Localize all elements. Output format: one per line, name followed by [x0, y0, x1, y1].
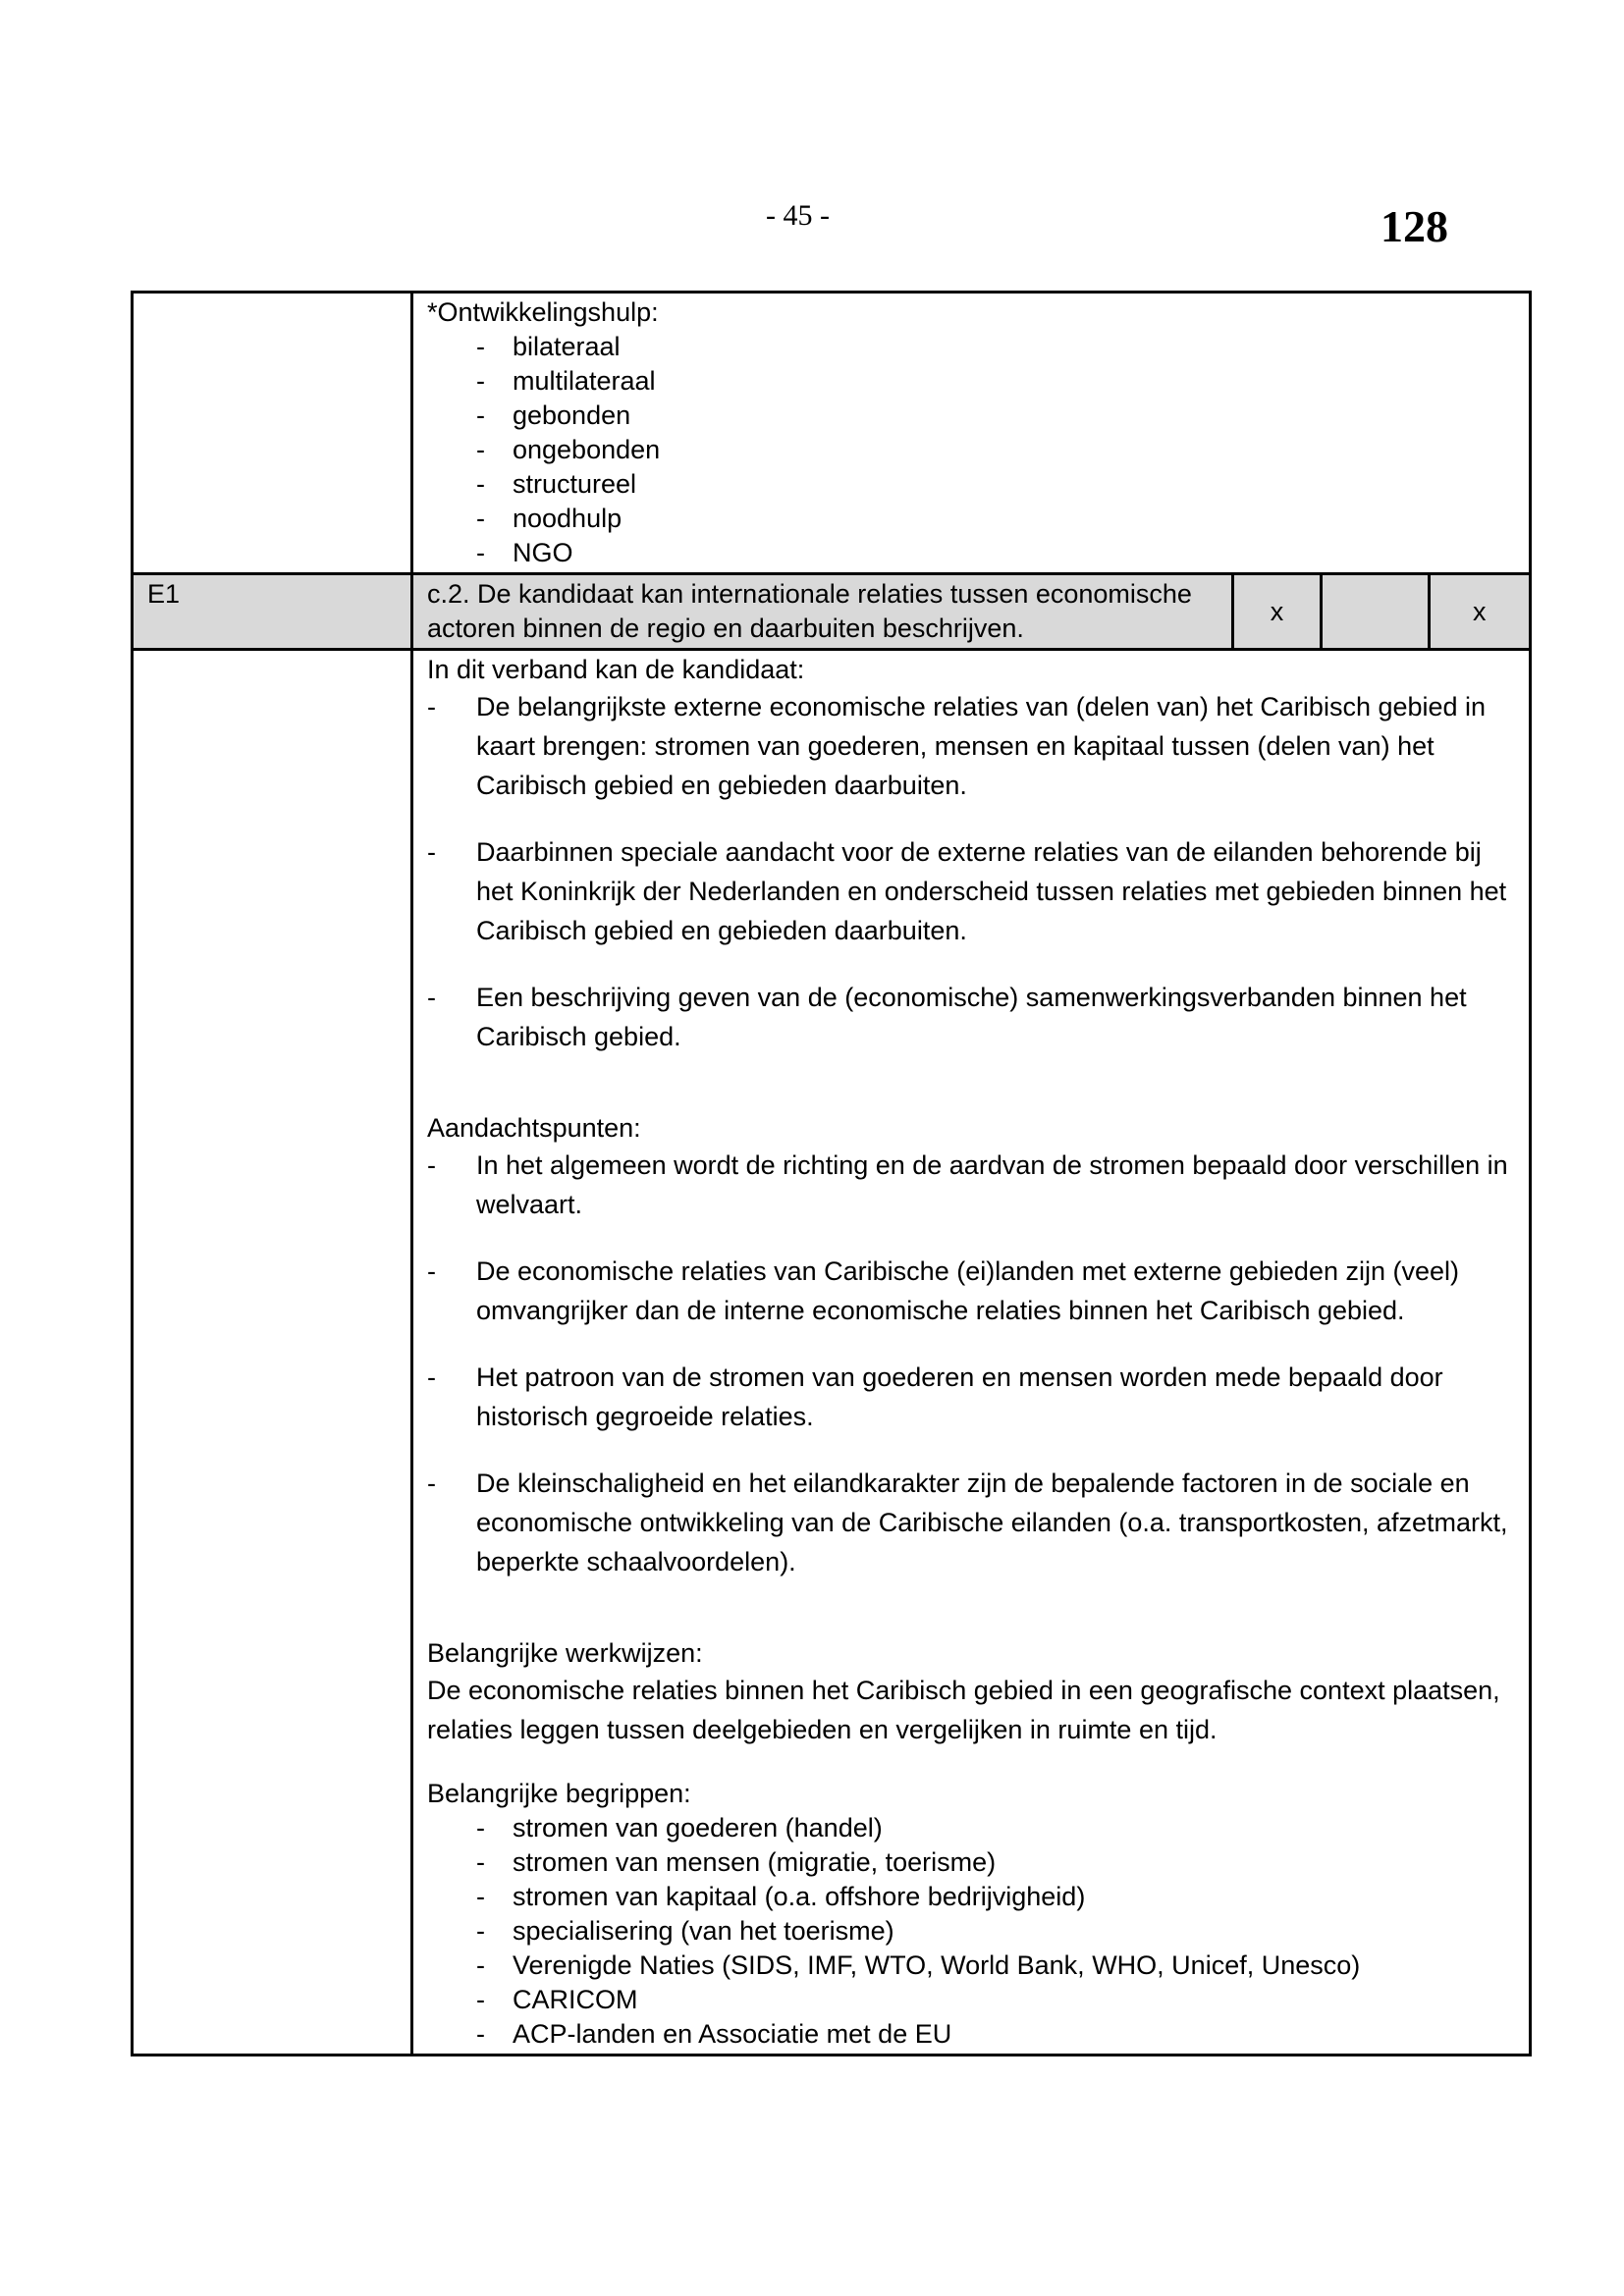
list-item: - Het patroon van de stromen van goederen en mensen worden mede bepaald door historisch gegroeide relaties.: [427, 1358, 1519, 1436]
attention-heading: Aandachtspunten:: [426, 1113, 641, 1143]
concepts-heading: Belangrijke begrippen:: [426, 1779, 691, 1808]
table-row-objective-e1: [133, 574, 1531, 650]
development-aid-heading: *Ontwikkelingshulp:: [426, 297, 659, 327]
list-item: - Daarbinnen speciale aandacht voor de externe relaties van de eilanden behorende bij het Koninkrijk der Nederlanden en onderscheid tussen relaties met gebieden binnen het Caribisch gebied en gebieden daarbuiten.: [427, 832, 1519, 950]
page-number: - 45 -: [766, 199, 830, 232]
list-item: - De economische relaties van Caribische (ei)landen met externe gebieden zijn (veel) omvangrijker dan de interne economische relaties binnen het Caribisch gebied.: [427, 1252, 1519, 1330]
details-cell: [411, 650, 1530, 2056]
list-item: - noodhulp: [476, 502, 1519, 536]
list-item: - stromen van kapitaal (o.a. offshore bedrijvigheid): [476, 1880, 1519, 1914]
objective-text: c.2. De kandidaat kan internationale relaties tussen economische actoren binnen de regio en daarbuiten beschrijven.: [426, 579, 1192, 643]
list-item: - bilateraal: [476, 330, 1519, 364]
list-item: - multilateraal: [476, 364, 1519, 399]
mark-cell-2: [1322, 574, 1429, 650]
mark-cell-1: x: [1232, 574, 1321, 650]
code-cell: [133, 650, 412, 2056]
mark-cell-3: x: [1429, 574, 1530, 650]
list-item: - stromen van mensen (migratie, toerisme): [476, 1845, 1519, 1880]
objective-code: E1: [147, 579, 181, 609]
list-item: - Verenigde Naties (SIDS, IMF, WTO, World Bank, WHO, Unicef, Unesco): [476, 1949, 1519, 1983]
list-item: - ACP-landen en Associatie met de EU: [476, 2017, 1519, 2052]
list-item: - structureel: [476, 467, 1519, 502]
list-item: - Een beschrijving geven van de (economische) samenwerkingsverbanden binnen het Caribisch gebied.: [427, 978, 1519, 1056]
table-row-details: [133, 650, 1531, 2056]
list-item: - gebonden: [476, 399, 1519, 433]
document-number: 128: [1380, 201, 1448, 251]
syllabus-table: [131, 291, 1532, 2056]
code-cell: [133, 574, 412, 650]
list-item: - NGO: [476, 536, 1519, 570]
list-item: - De belangrijkste externe economische relaties van (delen van) het Caribisch gebied in kaart brengen: stromen van goederen, mensen en kapitaal tussen (delen van) het Caribisch gebied en gebieden daarbuiten.: [427, 687, 1519, 805]
concepts-list: [427, 1811, 1519, 2052]
list-item: - ongebonden: [476, 433, 1519, 467]
list-item: - CARICOM: [476, 1983, 1519, 2017]
content-cell: [411, 293, 1530, 574]
objective-cell: [411, 574, 1232, 650]
abilities-list: [427, 687, 1519, 1056]
list-item: - De kleinschaligheid en het eilandkarakter zijn de bepalende factoren in de sociale en economische ontwikkeling van de Caribische eilanden (o.a. transportkosten, afzetmarkt, beperkte schaalvoordelen).: [427, 1464, 1519, 1581]
list-item: - In het algemeen wordt de richting en de aardvan de stromen bepaald door verschillen in welvaart.: [427, 1146, 1519, 1224]
development-aid-list: [427, 330, 1519, 570]
list-item: - stromen van goederen (handel): [476, 1811, 1519, 1845]
methods-heading: Belangrijke werkwijzen:: [426, 1638, 703, 1668]
abilities-intro: In dit verband kan de kandidaat:: [426, 655, 805, 684]
code-cell: [133, 293, 412, 574]
list-item: - specialisering (van het toerisme): [476, 1914, 1519, 1949]
attention-list: [427, 1146, 1519, 1581]
table-row-development-aid: [133, 293, 1531, 574]
methods-text: De economische relaties binnen het Caribisch gebied in een geografische context plaatsen, relaties leggen tussen deelgebieden en vergelijken in ruimte en tijd.: [426, 1676, 1500, 1744]
